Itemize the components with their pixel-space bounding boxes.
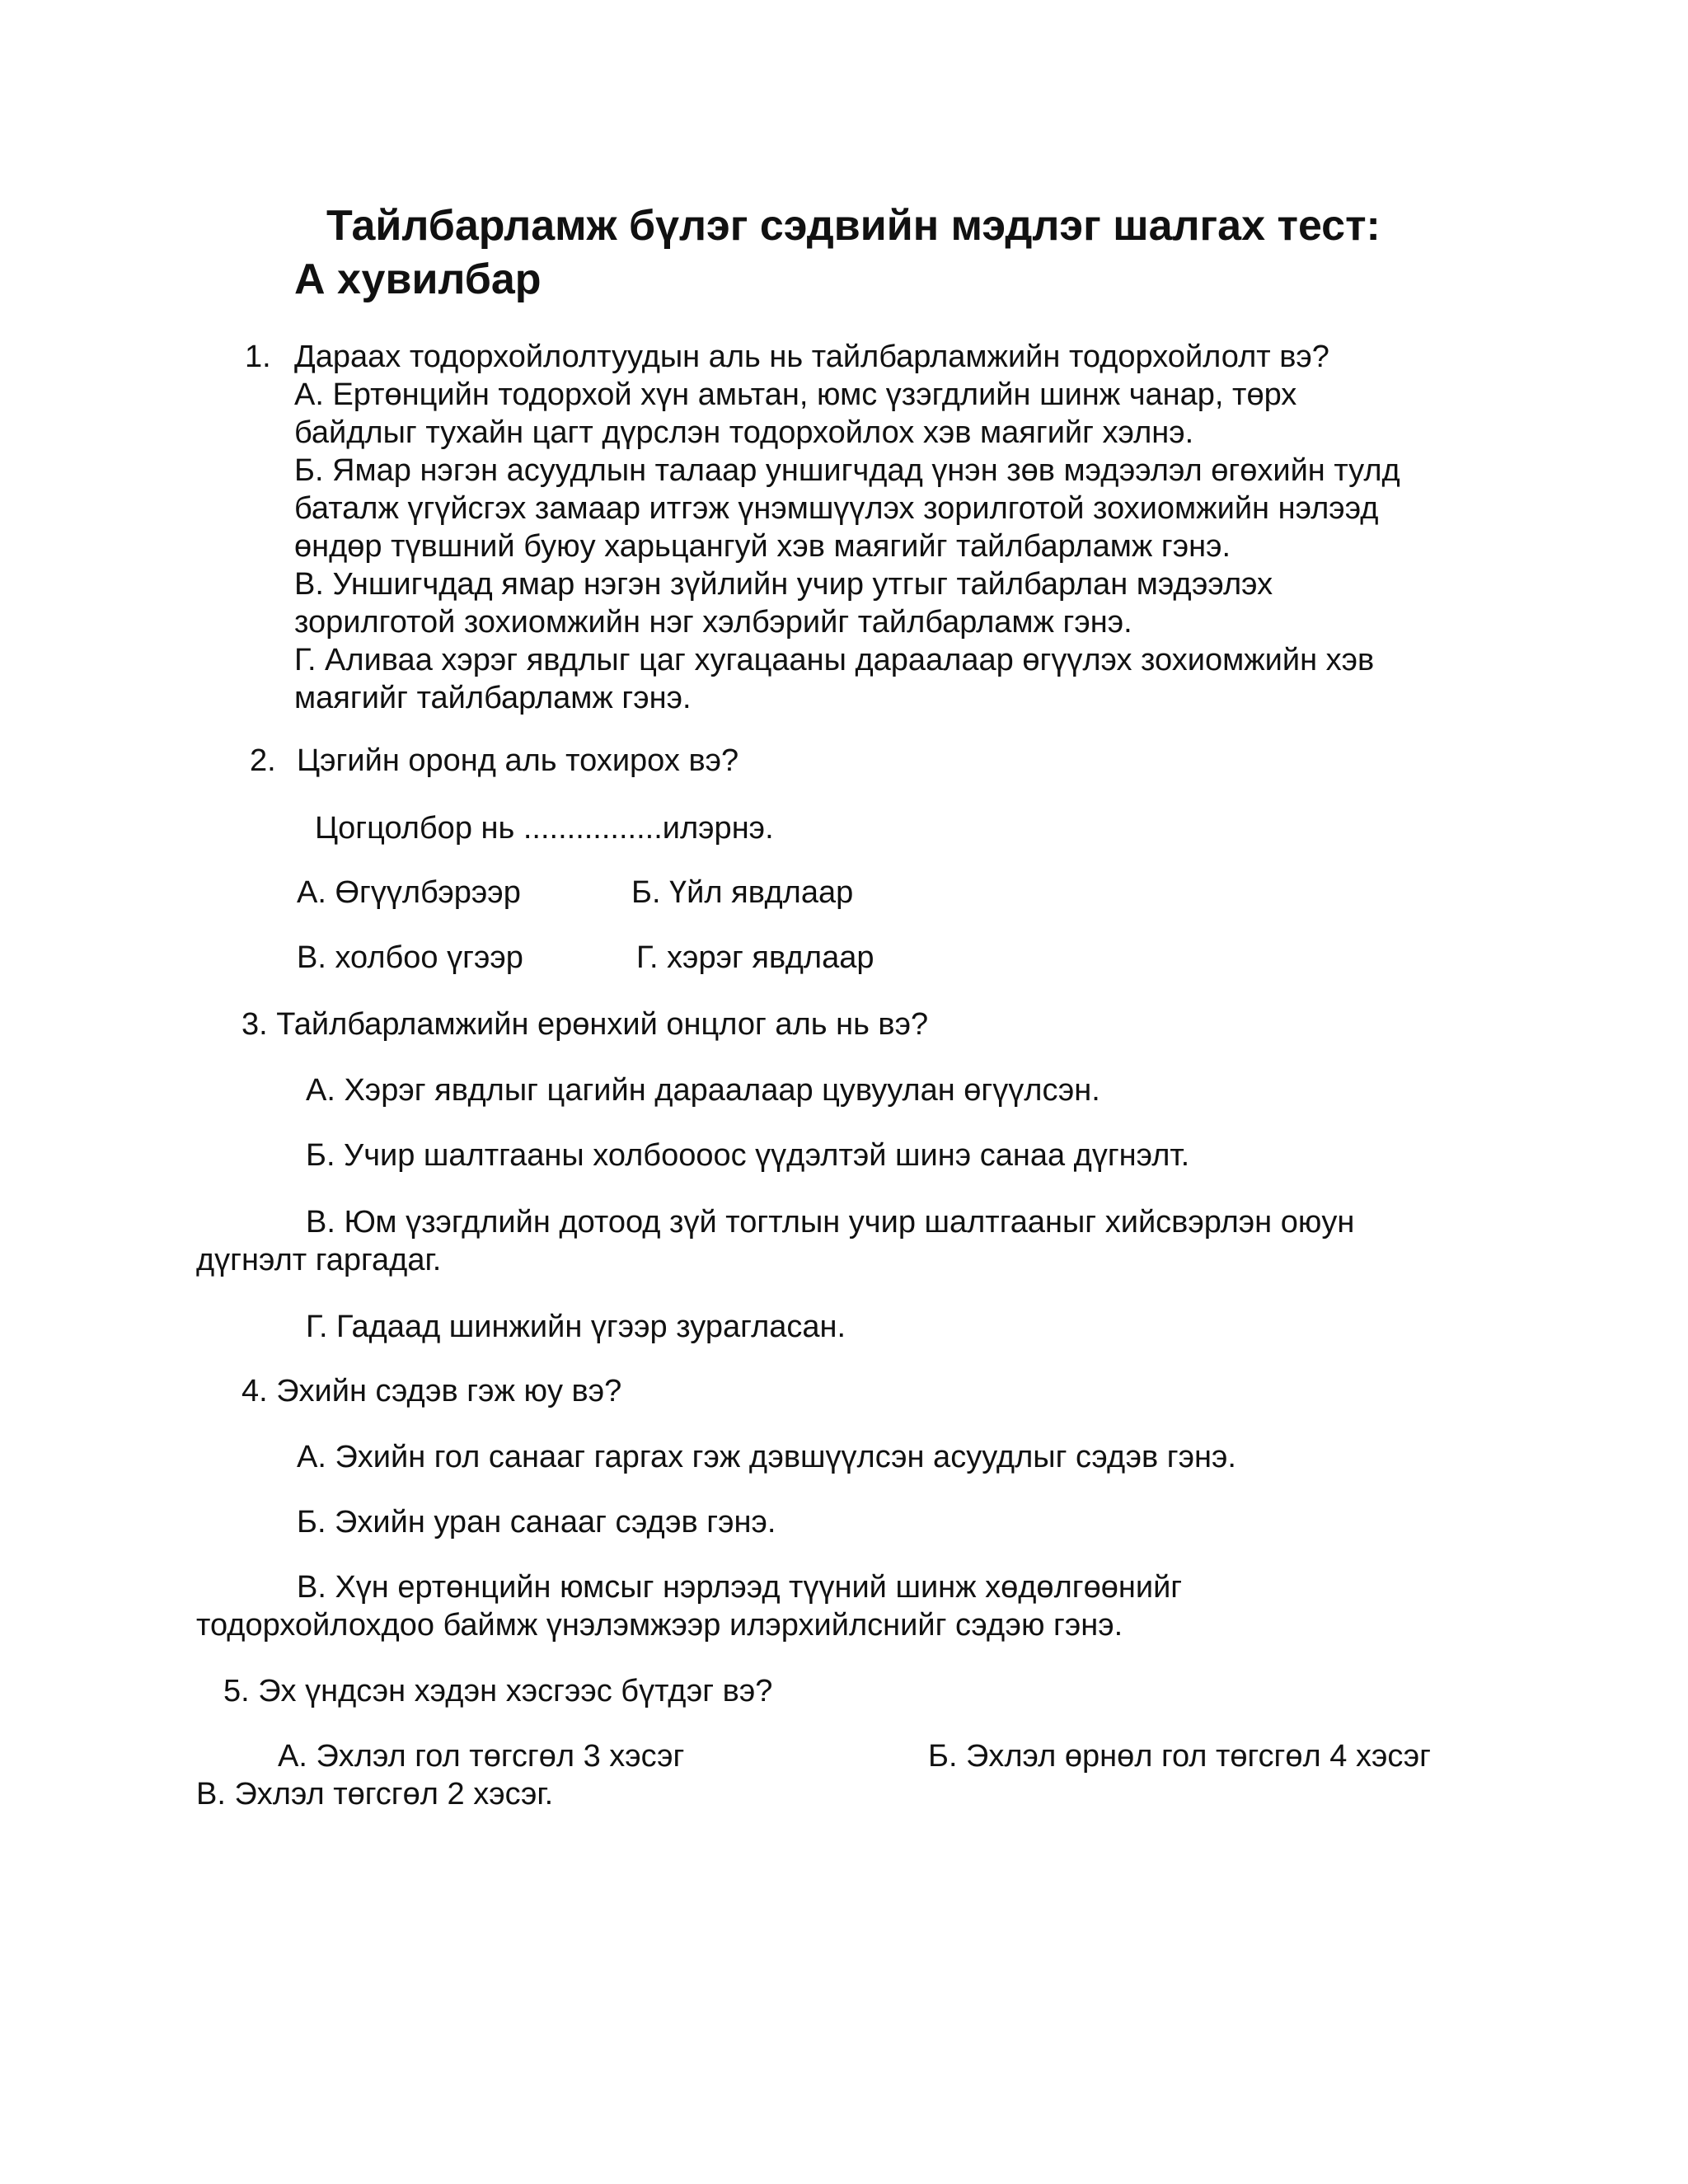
option-b: Б. Эхлэл өрнөл гол төгсгөл 4 хэсэг — [928, 1739, 1432, 1774]
question-number: 1. — [245, 340, 271, 374]
option-c: В. Эхлэл төгсгөл 2 хэсэг. — [196, 1777, 554, 1811]
question-prompt: Цогцолбор нь ................илэрнэ. — [315, 811, 774, 846]
option-d: Г. хэрэг явдлаар — [636, 940, 874, 975]
question-text: 5. Эх үндсэн хэдэн хэсгээс бүтдэг вэ? — [223, 1674, 773, 1708]
option-c-continued: дүгнэлт гаргадаг. — [196, 1243, 442, 1277]
option-c: В. Юм үзэгдлийн дотоод зүй тогтлын учир шалтгааныг хийсвэрлэн оюун — [306, 1205, 1355, 1240]
question-text: Дараах тодорхойлолтуудын аль нь тайлбарламжийн тодорхойлолт вэ? — [294, 340, 1329, 374]
option-line: Б. Ямар нэгэн асуудлын талаар уншигчдад үнэн зөв мэдээлэл өгөхийн тулд — [294, 453, 1400, 488]
option-line: А. Ертөнцийн тодорхой хүн амьтан, юмс үзэгдлийн шинж чанар, төрх — [294, 377, 1297, 412]
question-text: Цэгийн оронд аль тохирох вэ? — [297, 743, 739, 778]
option-a: А. Эхлэл гол төгсгөл 3 хэсэг — [278, 1739, 685, 1774]
option-c: В. холбоо үгээр — [297, 940, 523, 975]
option-b: Б. Эхийн уран санааг сэдэв гэнэ. — [297, 1505, 776, 1540]
option-d: Г. Гадаад шинжийн үгээр зурагласан. — [306, 1310, 846, 1344]
option-a: А. Өгүүлбэрээр — [297, 875, 521, 910]
option-a: А. Хэрэг явдлыг цагийн дараалаар цувуулан өгүүлсэн. — [306, 1073, 1100, 1108]
option-line: баталж үгүйсгэх замаар итгэж үнэмшүүлэх зорилготой зохиомжийн нэлээд — [294, 491, 1379, 526]
option-c-continued: тодорхойлохдоо баймж үнэлэмжээр илэрхийлснийг сэдэю гэнэ. — [196, 1608, 1123, 1643]
question-number: 2. — [250, 743, 276, 778]
option-c: В. Хүн ертөнцийн юмсыг нэрлээд түүний шинж хөдөлгөөнийг — [297, 1570, 1183, 1605]
page-subtitle: А хувилбар — [294, 255, 542, 303]
option-line: маягийг тайлбарламж гэнэ. — [294, 681, 692, 715]
option-b: Б. Үйл явдлаар — [631, 875, 854, 910]
option-b: Б. Учир шалтгааны холбоооос үүдэлтэй шинэ санаа дүгнэлт. — [306, 1138, 1190, 1173]
option-line: В. Уншигчдад ямар нэгэн зүйлийн учир утгыг тайлбарлан мэдээлэх — [294, 567, 1273, 602]
page-title: Тайлбарламж бүлэг сэдвийн мэдлэг шалгах тест: — [326, 202, 1381, 250]
question-text: 4. Эхийн сэдэв гэж юу вэ? — [241, 1374, 622, 1408]
option-a: А. Эхийн гол санааг гаргах гэж дэвшүүлсэн асуудлыг сэдэв гэнэ. — [297, 1440, 1236, 1474]
question-text: 3. Тайлбарламжийн ерөнхий онцлог аль нь вэ? — [241, 1007, 929, 1042]
option-line: байдлыг тухайн цагт дүрслэн тодорхойлох хэв маягийг хэлнэ. — [294, 415, 1194, 450]
option-line: зорилготой зохиомжийн нэг хэлбэрийг тайлбарламж гэнэ. — [294, 605, 1132, 640]
option-line: өндөр түвшний буюу харьцангуй хэв маягийг тайлбарламж гэнэ. — [294, 529, 1231, 564]
option-line: Г. Аливаа хэрэг явдлыг цаг хугацааны дараалаар өгүүлэх зохиомжийн хэв — [294, 643, 1375, 677]
